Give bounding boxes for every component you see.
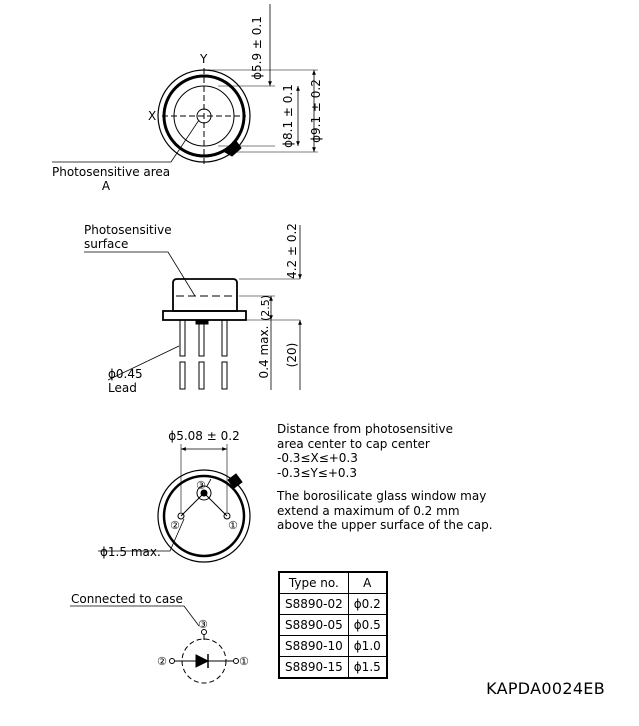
- table-header-row: [279, 572, 387, 594]
- note-line: -0.3≤Y≤+0.3: [277, 465, 357, 480]
- inner-dimension-label: (2.5): [259, 294, 272, 322]
- lead-diameter-label: ϕ0.45: [108, 367, 143, 381]
- lead-offset-label: 0.4 max.: [257, 325, 271, 379]
- table-row: [279, 636, 387, 657]
- bottom-pin-1-label: ①: [228, 519, 238, 532]
- photosensitive-surface-label-line1: Photosensitive: [84, 223, 172, 237]
- note-line: above the upper surface of the cap.: [277, 518, 493, 532]
- note-line: -0.3≤X≤+0.3: [277, 451, 358, 465]
- schematic-pin-2-label: ②: [157, 655, 167, 668]
- table-cell: S8890-02: [279, 594, 348, 615]
- window-diameter-label: ϕ5.9 ± 0.1: [250, 16, 264, 80]
- table-row: [279, 615, 387, 636]
- photodiode-symbol: [196, 655, 208, 667]
- note-line: Distance from photosensitive: [277, 422, 453, 436]
- table-row: [279, 594, 387, 615]
- table-header: A: [348, 572, 387, 594]
- schematic-pin-1-label: ①: [239, 655, 249, 668]
- area-symbol: A: [101, 179, 111, 193]
- top-view: [52, 4, 318, 164]
- table-cell: S8890-15: [279, 657, 348, 679]
- pin-clearance-label: ϕ1.5 max.: [100, 545, 161, 559]
- lead-2: [199, 320, 204, 356]
- note-line: The borosilicate glass window may: [277, 489, 487, 503]
- table-cell: ϕ1.5: [348, 657, 387, 679]
- table-cell: S8890-10: [279, 636, 348, 657]
- lead-length-label: (20): [285, 342, 299, 368]
- axis-y-label: Y: [200, 52, 208, 66]
- schematic-pin-3-label: ③: [198, 618, 208, 631]
- lead-label: Lead: [108, 381, 137, 395]
- axis-x-label: X: [148, 109, 157, 123]
- table-cell: S8890-05: [279, 615, 348, 636]
- lead-1: [180, 320, 185, 356]
- table-cell: ϕ0.5: [348, 615, 387, 636]
- pin-pitch-label: ϕ5.08 ± 0.2: [168, 429, 240, 443]
- lead-3: [222, 320, 227, 356]
- height-dimension-label: 4.2 ± 0.2: [285, 223, 299, 279]
- flange-diameter-label: ϕ9.1 ± 0.2: [309, 79, 323, 143]
- table-cell: ϕ1.0: [348, 636, 387, 657]
- bottom-pin-3-label: ③: [196, 479, 206, 492]
- table-row: [279, 657, 387, 679]
- type-table: [278, 571, 388, 679]
- pin-schematic: [70, 606, 239, 683]
- drawing-code: KAPDA0024EB: [486, 679, 605, 698]
- base-flange: [163, 311, 246, 320]
- table-cell: ϕ0.2: [348, 594, 387, 615]
- note-line: extend a maximum of 0.2 mm: [277, 503, 460, 518]
- cap-body: [173, 279, 237, 311]
- note-line: area center to cap center: [277, 436, 430, 451]
- tolerance-notes: [277, 422, 493, 533]
- connected-to-case-label: Connected to case: [71, 592, 183, 606]
- bottom-pin-2-label: ②: [170, 519, 180, 532]
- photosensitive-area-label: Photosensitive area: [52, 165, 171, 179]
- photosensitive-surface-label-line2: surface: [84, 237, 129, 251]
- cap-diameter-label: ϕ8.1 ± 0.1: [281, 84, 295, 148]
- table-header: Type no.: [279, 572, 348, 594]
